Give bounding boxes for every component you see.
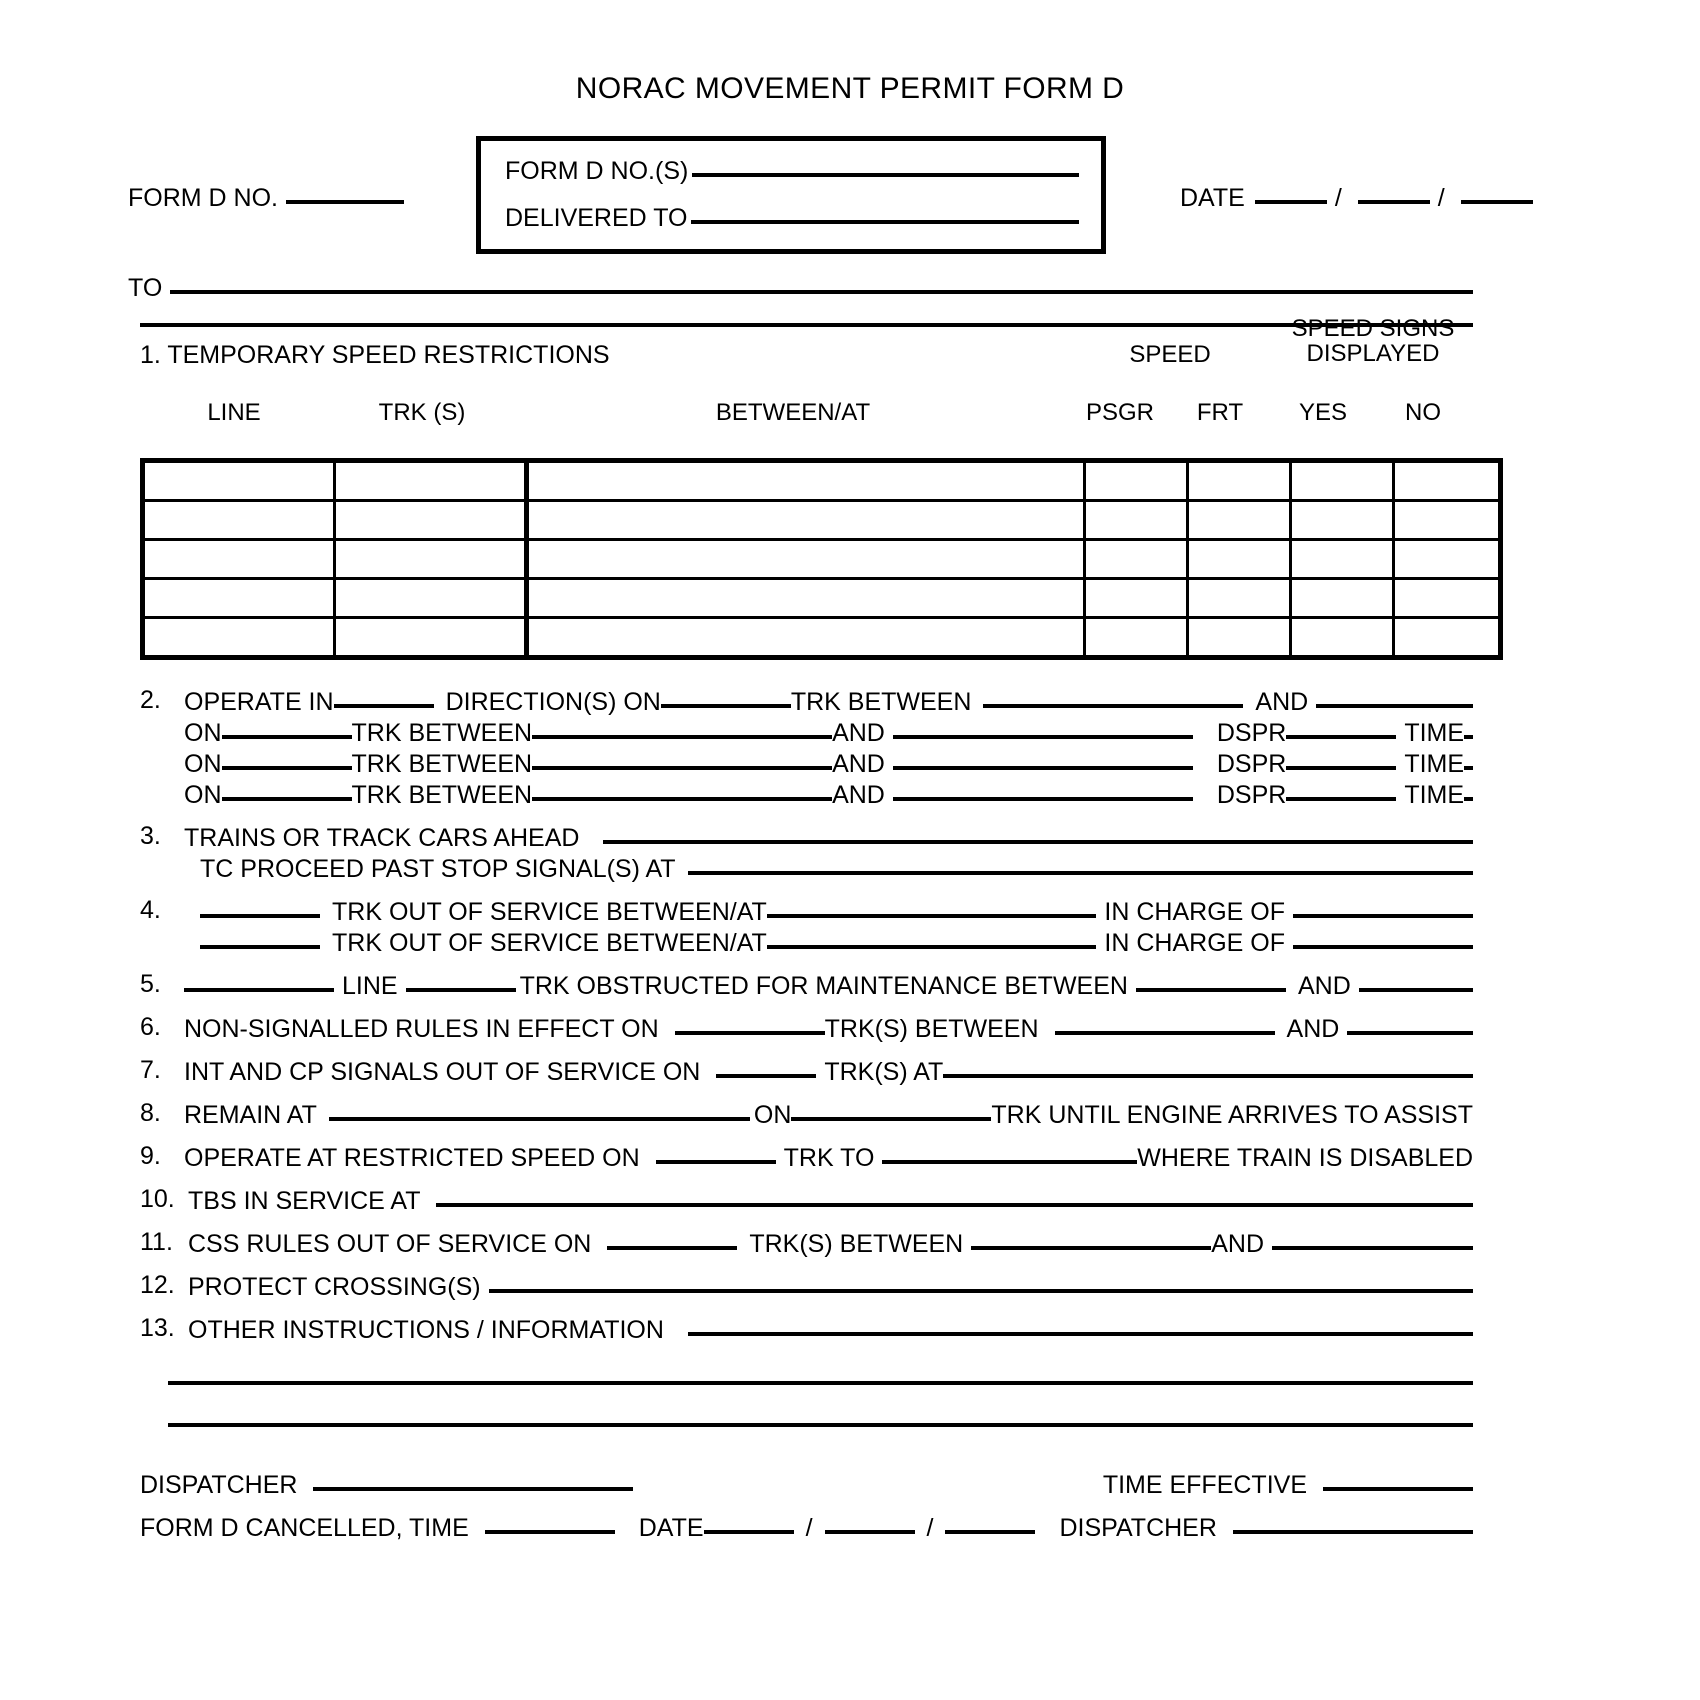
- section-6-number: 6.: [140, 1013, 161, 1041]
- header-col-frt: FRT: [1196, 399, 1244, 426]
- section-9-number: 9.: [140, 1142, 161, 1170]
- date-month-blank[interactable]: [1255, 200, 1327, 204]
- section-2-time-label: TIME: [1404, 750, 1465, 778]
- section-13-row: [140, 1314, 1473, 1343]
- cell-no[interactable]: [1394, 501, 1501, 540]
- form-d-nos-label: FORM D NO.(S): [505, 157, 689, 185]
- section-5-line-label: LINE: [342, 972, 398, 1000]
- table-row: [143, 540, 1501, 579]
- cell-psgr[interactable]: [1085, 579, 1188, 618]
- section-7-row: [140, 1056, 1473, 1085]
- section-2-direction-blank[interactable]: [334, 704, 434, 708]
- table-row: [143, 618, 1501, 658]
- section-11-row: [140, 1228, 1473, 1257]
- section-13-number: 13.: [140, 1314, 175, 1342]
- section-3-blank[interactable]: [603, 840, 1473, 844]
- section-2-from-blank[interactable]: [983, 704, 1243, 708]
- numbered-items: [0, 686, 1700, 1427]
- section-4-row: [140, 896, 1473, 925]
- footer-time-effective-label: TIME EFFECTIVE: [1102, 1471, 1307, 1499]
- section-4-in-charge-of-label: IN CHARGE OF: [1104, 898, 1285, 926]
- section-2-sub-and-label: AND: [832, 750, 885, 778]
- cell-yes[interactable]: [1291, 501, 1394, 540]
- cell-psgr[interactable]: [1085, 618, 1188, 658]
- section-12-blank[interactable]: [489, 1289, 1473, 1293]
- cell-no[interactable]: [1394, 540, 1501, 579]
- section-11-to-blank[interactable]: [1272, 1246, 1473, 1250]
- section-7-trks-at-label: TRK(S) AT: [824, 1058, 944, 1086]
- section-1-temporary-speed-restrictions: [0, 315, 1700, 660]
- section-2-sub-and-label: AND: [832, 719, 885, 747]
- footer-date-day-blank[interactable]: [825, 1530, 915, 1534]
- form-d-no-field[interactable]: [128, 186, 404, 211]
- cell-frt[interactable]: [1188, 501, 1291, 540]
- page-title-wrap: [0, 0, 1700, 106]
- section-9-trk-to-label: TRK TO: [783, 1144, 875, 1172]
- section-2-time-blank[interactable]: [1464, 735, 1473, 739]
- header-speed-group: SPEED: [1129, 341, 1211, 368]
- section-7-label: INT AND CP SIGNALS OUT OF SERVICE ON: [184, 1058, 701, 1086]
- cell-between-at[interactable]: [527, 618, 1085, 658]
- section-2-sub-from-blank[interactable]: [532, 735, 832, 739]
- section-4-between-blank[interactable]: [767, 914, 1097, 918]
- section-9-to-blank[interactable]: [882, 1160, 1137, 1164]
- footer-time-effective-blank[interactable]: [1323, 1487, 1473, 1491]
- footer-dispatcher2-blank[interactable]: [1233, 1530, 1473, 1534]
- section-2-number: 2.: [140, 686, 161, 714]
- header-col-trk: TRK (S): [378, 399, 466, 426]
- date-day-blank[interactable]: [1358, 200, 1430, 204]
- cell-no[interactable]: [1394, 618, 1501, 658]
- section-2-on-label: ON: [184, 719, 222, 747]
- section-6-label: NON-SIGNALLED RULES IN EFFECT ON: [184, 1015, 659, 1043]
- section-2-and-label: AND: [1255, 688, 1309, 716]
- form-d-nos-row[interactable]: [505, 159, 1079, 184]
- section-7-number: 7.: [140, 1056, 161, 1084]
- cell-psgr[interactable]: [1085, 540, 1188, 579]
- section-2-sub-trk-blank[interactable]: [222, 797, 352, 801]
- cell-no[interactable]: [1394, 579, 1501, 618]
- section-8-on-label: ON: [753, 1101, 792, 1129]
- section-5-row: [140, 970, 1473, 999]
- header-band: [0, 128, 1700, 258]
- date-slash-1: /: [1334, 184, 1342, 212]
- to-field[interactable]: [128, 276, 1473, 301]
- cell-frt[interactable]: [1188, 579, 1291, 618]
- delivered-to-row[interactable]: [505, 206, 1079, 231]
- cell-line[interactable]: [143, 501, 335, 540]
- section-13-continuation-line[interactable]: [168, 1381, 1473, 1385]
- footer-cancelled-row: [140, 1516, 1473, 1541]
- section-2-dspr-label: DSPR: [1216, 719, 1287, 747]
- section-3-sub-blank[interactable]: [688, 871, 1473, 875]
- cell-trk[interactable]: [335, 579, 527, 618]
- section-11-from-blank[interactable]: [971, 1246, 1211, 1250]
- cell-between-at[interactable]: [527, 579, 1085, 618]
- section-5-trk-blank[interactable]: [406, 988, 516, 992]
- section-8-tail-label: TRK UNTIL ENGINE ARRIVES TO ASSIST: [991, 1101, 1473, 1129]
- cell-yes[interactable]: [1291, 618, 1394, 658]
- table-row: [143, 461, 1501, 501]
- section-10-number: 10.: [140, 1185, 175, 1213]
- section-5-and-label: AND: [1297, 972, 1351, 1000]
- section-2-dspr-blank[interactable]: [1286, 766, 1396, 770]
- footer-cancelled-label: FORM D CANCELLED, TIME: [140, 1514, 469, 1542]
- section-13-continuation-line[interactable]: [168, 1423, 1473, 1427]
- section-4-sub-in-charge-of-label: IN CHARGE OF: [1104, 929, 1285, 957]
- date-label: DATE: [1180, 184, 1245, 212]
- section-4-sub-trk-out-of-service-label: TRK OUT OF SERVICE BETWEEN/AT: [332, 929, 767, 957]
- footer-date-label: DATE: [638, 1514, 704, 1542]
- section-4-sub-between-blank[interactable]: [767, 945, 1097, 949]
- section-10-label: TBS IN SERVICE AT: [188, 1187, 421, 1215]
- cell-trk[interactable]: [335, 618, 527, 658]
- section-3-sub-row: [140, 857, 1473, 882]
- footer-dispatcher-row: [140, 1473, 1473, 1498]
- header-speed-signs-group: [1273, 316, 1473, 366]
- section-6-trk-blank[interactable]: [675, 1031, 825, 1035]
- cell-line[interactable]: [143, 618, 335, 658]
- section-2-dspr-blank[interactable]: [1286, 735, 1396, 739]
- section-12-row: [140, 1271, 1473, 1300]
- cell-trk[interactable]: [335, 501, 527, 540]
- section-2-operate-in-label: OPERATE IN: [184, 688, 334, 716]
- section-5-from-blank[interactable]: [1136, 988, 1286, 992]
- form-d-no-label: FORM D NO.: [128, 184, 278, 212]
- section-6-trks-between-label: TRK(S) BETWEEN: [824, 1015, 1039, 1043]
- cell-no[interactable]: [1394, 461, 1501, 501]
- delivered-to-blank[interactable]: [691, 220, 1079, 224]
- section-3-row: [140, 822, 1473, 851]
- section-4-in-charge-blank[interactable]: [1293, 914, 1473, 918]
- footer-dispatcher-blank[interactable]: [313, 1487, 633, 1491]
- section-3-label: TRAINS OR TRACK CARS AHEAD: [184, 824, 580, 852]
- section-11-label: CSS RULES OUT OF SERVICE ON: [188, 1230, 592, 1258]
- cell-frt[interactable]: [1188, 618, 1291, 658]
- section-4-sub-trk-blank[interactable]: [200, 945, 320, 949]
- to-blank[interactable]: [170, 290, 1473, 294]
- section-2-directions-on-label: DIRECTION(S) ON: [445, 688, 661, 716]
- footer-dispatcher-label: DISPATCHER: [140, 1471, 298, 1499]
- cell-trk[interactable]: [335, 540, 527, 579]
- section-8-trk-blank[interactable]: [791, 1117, 991, 1121]
- cell-line[interactable]: [143, 540, 335, 579]
- footer-date-month-blank[interactable]: [704, 1530, 794, 1534]
- section-2-time-blank[interactable]: [1464, 797, 1473, 801]
- section-2-sub-row: [140, 783, 1473, 808]
- section-2-on-label: ON: [184, 781, 222, 809]
- section-2-sub-trk-blank[interactable]: [222, 766, 352, 770]
- header-col-between-at: BETWEEN/AT: [715, 399, 871, 426]
- date-year-blank[interactable]: [1461, 200, 1533, 204]
- section-1-number: 1.: [140, 341, 161, 369]
- section-8-location-blank[interactable]: [329, 1117, 750, 1121]
- cell-line[interactable]: [143, 461, 335, 501]
- section-2-time-blank[interactable]: [1464, 766, 1473, 770]
- section-6-and-label: AND: [1286, 1015, 1340, 1043]
- section-2-trk-blank[interactable]: [661, 704, 791, 708]
- section-2-dspr-blank[interactable]: [1286, 797, 1396, 801]
- section-8-row: [140, 1099, 1473, 1128]
- section-10-row: [140, 1185, 1473, 1214]
- section-4-trk-out-of-service-label: TRK OUT OF SERVICE BETWEEN/AT: [332, 898, 767, 926]
- section-9-label: OPERATE AT RESTRICTED SPEED ON: [184, 1144, 640, 1172]
- section-2-sub-from-blank[interactable]: [532, 797, 832, 801]
- footer: [0, 1473, 1700, 1541]
- section-2-time-label: TIME: [1404, 781, 1465, 809]
- section-5-obstructed-label: TRK OBSTRUCTED FOR MAINTENANCE BETWEEN: [519, 972, 1128, 1000]
- footer-date-year-blank[interactable]: [945, 1530, 1035, 1534]
- section-2-sub-and-label: AND: [832, 781, 885, 809]
- section-13-label: OTHER INSTRUCTIONS / INFORMATION: [188, 1316, 664, 1344]
- header-col-no: NO: [1405, 399, 1441, 426]
- section-9-tail-label: WHERE TRAIN IS DISABLED: [1137, 1144, 1473, 1172]
- delivered-to-label: DELIVERED TO: [505, 204, 688, 232]
- form-d-nos-blank[interactable]: [692, 173, 1079, 177]
- footer-cancelled-time-blank[interactable]: [485, 1530, 615, 1534]
- footer-dispatcher2-label: DISPATCHER: [1059, 1514, 1217, 1542]
- section-5-to-blank[interactable]: [1359, 988, 1473, 992]
- section-4-trk-blank[interactable]: [200, 914, 320, 918]
- cell-yes[interactable]: [1291, 461, 1394, 501]
- header-speed-signs-line2: DISPLAYED: [1306, 340, 1440, 368]
- section-1-label: TEMPORARY SPEED RESTRICTIONS: [167, 341, 610, 369]
- section-2-sub-trk-between-label: TRK BETWEEN: [351, 781, 533, 809]
- section-2-sub-to-blank[interactable]: [893, 766, 1193, 770]
- section-2-main-row: [140, 686, 1473, 715]
- section-2-sub-from-blank[interactable]: [532, 766, 832, 770]
- header-col-yes: YES: [1298, 399, 1348, 426]
- footer-date-slash-2: /: [926, 1514, 934, 1542]
- section-13-blank[interactable]: [688, 1332, 1473, 1336]
- header-speed-signs-line1: SPEED SIGNS: [1291, 315, 1455, 342]
- section-11-trk-blank[interactable]: [607, 1246, 737, 1250]
- table-row: [143, 579, 1501, 618]
- section-12-label: PROTECT CROSSING(S): [188, 1273, 481, 1301]
- section-5-line-blank[interactable]: [184, 988, 334, 992]
- page-title: NORAC MOVEMENT PERMIT FORM D: [575, 72, 1125, 105]
- cell-psgr[interactable]: [1085, 501, 1188, 540]
- section-6-from-blank[interactable]: [1055, 1031, 1275, 1035]
- cell-line[interactable]: [143, 579, 335, 618]
- cell-frt[interactable]: [1188, 461, 1291, 501]
- section-10-blank[interactable]: [436, 1203, 1473, 1207]
- section-12-number: 12.: [140, 1271, 175, 1299]
- cell-psgr[interactable]: [1085, 461, 1188, 501]
- section-6-row: [140, 1013, 1473, 1042]
- section-8-remain-at-label: REMAIN AT: [184, 1101, 317, 1129]
- cell-between-at[interactable]: [527, 540, 1085, 579]
- section-11-number: 11.: [140, 1228, 173, 1256]
- section-4-sub-in-charge-blank[interactable]: [1293, 945, 1473, 949]
- section-2-time-label: TIME: [1404, 719, 1465, 747]
- header-col-line: LINE: [207, 399, 261, 426]
- to-label: TO: [128, 274, 163, 302]
- section-2-trk-between-label: TRK BETWEEN: [790, 688, 972, 716]
- section-4-sub-row: [140, 931, 1473, 956]
- section-2-sub-row: [140, 721, 1473, 746]
- section-11-and-label: AND: [1211, 1230, 1265, 1258]
- cell-yes[interactable]: [1291, 540, 1394, 579]
- section-9-row: [140, 1142, 1473, 1171]
- cell-trk[interactable]: [335, 461, 527, 501]
- cell-between-at[interactable]: [527, 461, 1085, 501]
- table-body: [143, 461, 1501, 658]
- date-slash-2: /: [1437, 184, 1445, 212]
- section-6-to-blank[interactable]: [1347, 1031, 1473, 1035]
- section-3-sub-label: TC PROCEED PAST STOP SIGNAL(S) AT: [200, 855, 676, 883]
- section-2-dspr-label: DSPR: [1216, 781, 1287, 809]
- section-5-number: 5.: [140, 970, 161, 998]
- cell-frt[interactable]: [1188, 540, 1291, 579]
- section-2-dspr-label: DSPR: [1216, 750, 1287, 778]
- form-d-no-blank[interactable]: [286, 200, 404, 204]
- section-2-sub-to-blank[interactable]: [893, 797, 1193, 801]
- section-2-sub-trk-between-label: TRK BETWEEN: [351, 750, 533, 778]
- section-9-trk-blank[interactable]: [656, 1160, 776, 1164]
- section-4-number: 4.: [140, 896, 161, 924]
- footer-date-slash-1: /: [805, 1514, 813, 1542]
- section-7-trk-blank[interactable]: [716, 1074, 816, 1078]
- section-2-to-blank[interactable]: [1316, 704, 1473, 708]
- delivery-box: [476, 136, 1106, 254]
- cell-between-at[interactable]: [527, 501, 1085, 540]
- date-field[interactable]: [1180, 186, 1539, 211]
- section-3-number: 3.: [140, 822, 161, 850]
- section-2-on-label: ON: [184, 750, 222, 778]
- cell-yes[interactable]: [1291, 579, 1394, 618]
- table-row: [143, 501, 1501, 540]
- section-2-sub-row: [140, 752, 1473, 777]
- section-2-sub-trk-between-label: TRK BETWEEN: [351, 719, 533, 747]
- section-7-at-blank[interactable]: [943, 1074, 1473, 1078]
- section-8-number: 8.: [140, 1099, 161, 1127]
- section-2-sub-to-blank[interactable]: [893, 735, 1193, 739]
- temporary-speed-restrictions-table: [140, 458, 1503, 660]
- section-11-trks-between-label: TRK(S) BETWEEN: [749, 1230, 964, 1258]
- header-col-psgr: PSGR: [1085, 399, 1154, 426]
- section-2-sub-trk-blank[interactable]: [222, 735, 352, 739]
